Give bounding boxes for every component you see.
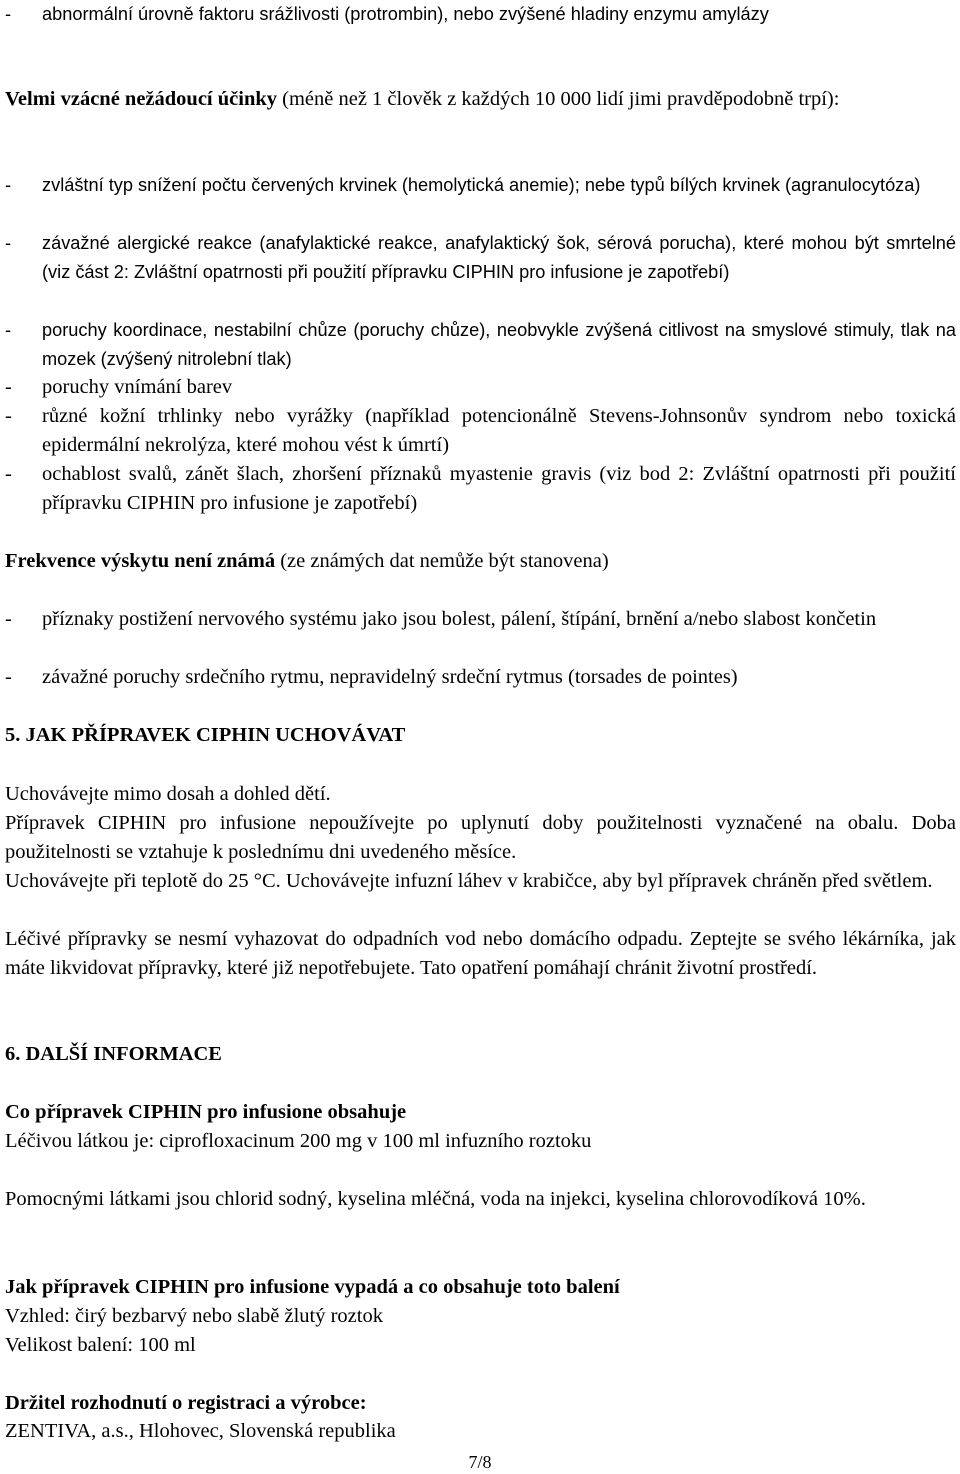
very-rare-intro: (méně než 1 člověk z každých 10 000 lidí jimi pravděpodobně trpí): — [277, 88, 840, 110]
list-item — [5, 402, 956, 460]
bullet-dash: - — [5, 666, 12, 688]
bullet-dash: - — [5, 175, 12, 195]
unknown-frequency-heading: Frekvence výskytu není známá — [5, 550, 276, 572]
list-item — [5, 171, 956, 200]
bullet-dash: - — [5, 463, 12, 485]
active-substance: Léčivou látkou je: ciprofloxacinum 200 mg v 100 ml infuzního roztoku — [5, 1130, 592, 1152]
unknown-frequency-paragraph — [5, 547, 956, 576]
list-item-text: závažné alergické reakce (anafylaktické reakce, anafylaktický šok, sérová porucha), které mohou být smrtelné (viz část 2: Zvláštní opatrnosti při použití přípravku CIPHIN pro infusione je zapotřebí) — [42, 233, 956, 282]
bullet-dash: - — [5, 376, 12, 398]
very-rare-paragraph — [5, 85, 956, 114]
section-5-heading: 5. JAK PŘÍPRAVEK CIPHIN UCHOVÁVAT — [5, 724, 406, 746]
list-item — [5, 0, 956, 29]
section-5-paragraph: Uchovávejte při teplotě do 25 °C. Uchovávejte infuzní láhev v krabičce, aby byl přípravek chráněn před světlem. — [5, 870, 933, 892]
excipients: Pomocnými látkami jsou chlorid sodný, kyselina mléčná, voda na injekci, kyselina chlorovodíková 10%. — [5, 1188, 866, 1210]
list-item-text: poruchy vnímání barev — [42, 376, 233, 398]
pack-size-text: Velikost balení: 100 ml — [5, 1334, 196, 1356]
page-number: 7/8 — [468, 1452, 492, 1472]
section-6-heading: 6. DALŠÍ INFORMACE — [5, 1043, 222, 1065]
list-item-text: ochablost svalů, zánět šlach, zhoršení příznaků myastenie gravis (viz bod 2: Zvláštní opatrnosti při použití přípravku CIPHIN pro infusione je zapotřebí) — [42, 463, 956, 514]
list-item — [5, 605, 956, 634]
list-item — [5, 373, 956, 402]
bullet-dash: - — [5, 4, 12, 24]
appearance-text: Vzhled: čirý bezbarvý nebo slabě žlutý roztok — [5, 1305, 383, 1327]
bullet-dash: - — [5, 320, 12, 340]
list-item — [5, 316, 956, 374]
list-item-text: závažné poruchy srdečního rytmu, nepravidelný srdeční rytmus (torsades de pointes) — [42, 666, 738, 688]
section-5-paragraph: Léčivé přípravky se nesmí vyhazovat do odpadních vod nebo domácího odpadu. Zeptejte se svého lékárníka, jak máte likvidovat přípravky, které již nepotřebujete. Tato opatření pomáhají chránit životní prostředí. — [5, 928, 956, 979]
contents-heading: Co přípravek CIPHIN pro infusione obsahuje — [5, 1101, 407, 1123]
bullet-dash: - — [5, 233, 12, 253]
list-item-text: různé kožní trhlinky nebo vyrážky (například potencionálně Stevens-Johnsonův syndrom nebo toxická epidermální nekrolýza, které mohou vést k úmrtí) — [42, 405, 956, 456]
section-5-paragraph: Uchovávejte mimo dosah a dohled dětí. — [5, 783, 331, 805]
list-item — [5, 229, 956, 287]
list-item-text: abnormální úrovně faktoru srážlivosti (protrombin), nebo zvýšené hladiny enzymu amylázy — [42, 4, 769, 24]
list-item-text: poruchy koordinace, nestabilní chůze (poruchy chůze), neobvykle zvýšená citlivost na smyslové stimuly, tlak na mozek (zvýšený nitrolební tlak) — [42, 320, 956, 369]
holder-text: ZENTIVA, a.s., Hlohovec, Slovenská republika — [5, 1420, 396, 1442]
list-item-text: zvláštní typ snížení počtu červených krvinek (hemolytická anemie); nebe typů bílých krvinek (agranulocytóza) — [42, 175, 921, 195]
list-item-text: příznaky postižení nervového systému jako jsou bolest, pálení, štípání, brnění a/nebo slabost končetin — [42, 608, 877, 630]
list-item — [5, 663, 956, 692]
list-item — [5, 460, 956, 518]
very-rare-heading: Velmi vzácné nežádoucí účinky — [5, 88, 278, 110]
appearance-heading: Jak přípravek CIPHIN pro infusione vypadá a co obsahuje toto balení — [5, 1276, 620, 1298]
section-5-paragraph: Přípravek CIPHIN pro infusione nepoužívejte po uplynutí doby použitelnosti vyznačené na obalu. Doba použitelnosti se vztahuje k poslednímu dni uvedeného měsíce. — [5, 812, 956, 863]
bullet-dash: - — [5, 405, 12, 427]
holder-heading: Držitel rozhodnutí o registraci a výrobce: — [5, 1392, 367, 1414]
bullet-dash: - — [5, 608, 12, 630]
unknown-frequency-intro: (ze známých dat nemůže být stanovena) — [275, 550, 609, 572]
